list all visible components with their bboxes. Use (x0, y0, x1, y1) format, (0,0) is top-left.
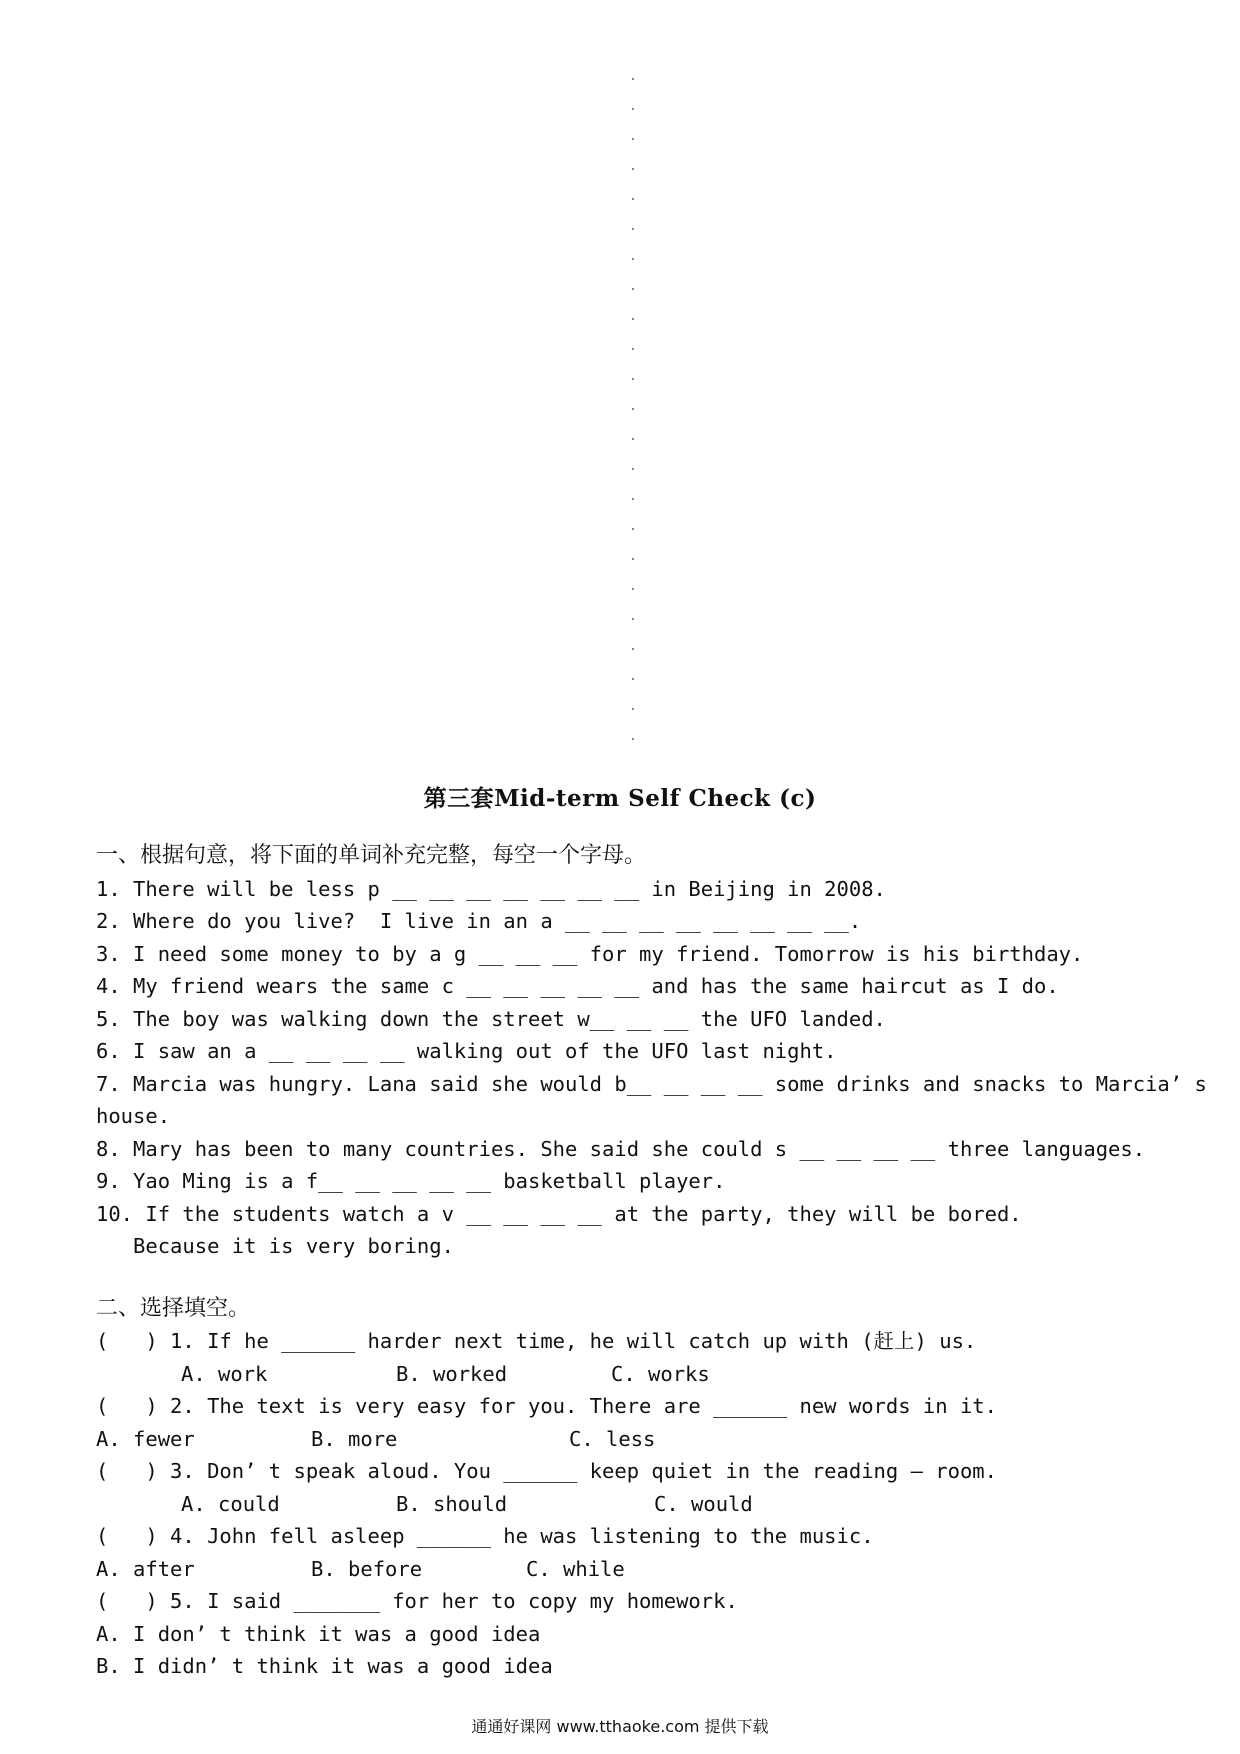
option-c: C. would (654, 1491, 753, 1516)
option-a: A. could (181, 1491, 280, 1516)
choice-question-stem: ( ) 1. If he ______ harder next time, he will catch up with (赶上) us. (96, 1329, 977, 1353)
option-b: B. should (396, 1491, 508, 1516)
option-b: B. worked (396, 1361, 508, 1386)
option-b: B. I didn’ t think it was a good idea (96, 1654, 553, 1678)
choice-question-stem: ( ) 5. I said _______ for her to copy my homework. (96, 1589, 738, 1613)
option-c: C. works (611, 1361, 710, 1386)
question-line: 8. Mary has been to many countries. She said she could s __ __ __ __ three languages. (96, 1136, 1146, 1161)
choice-options (96, 1488, 1186, 1521)
question-line: 5. The boy was walking down the street w__ __ __ the UFO landed. (96, 1006, 886, 1031)
section1-heading: 一、根据句意，将下面的单词补充完整，每空一个字母。 (96, 843, 647, 868)
option-a: A. fewer (96, 1426, 195, 1451)
option-b: B. before (311, 1556, 423, 1581)
question-line: 2. Where do you live? I live in an a __ __ __ __ __ __ __ __. (96, 909, 862, 933)
choice-question-stem: ( ) 3. Don’ t speak aloud. You ______ keep quiet in the reading – room. (96, 1459, 997, 1483)
option-b: B. more (311, 1426, 398, 1451)
question-line: 3. I need some money to by a g __ __ __ for my friend. Tomorrow is his birthday. (96, 941, 1084, 966)
choice-options (96, 1423, 1186, 1456)
option-c: C. while (526, 1556, 625, 1581)
page-title: 第三套Mid-term Self Check (c) (423, 785, 817, 812)
question-line: 10. If the students watch a v __ __ __ __ at the party, they will be bored. (96, 1201, 1022, 1226)
option-a: A. work (181, 1361, 268, 1386)
choice-options (96, 1358, 1186, 1391)
question-line: 4. My friend wears the same c __ __ __ __ __ and has the same haircut as I do. (96, 974, 1059, 998)
option-c: C. less (569, 1426, 656, 1451)
question-line: 1. There will be less p __ __ __ __ __ __ __ in Beijing in 2008. (96, 876, 886, 901)
choice-question-stem: ( ) 4. John fell asleep ______ he was listening to the music. (96, 1524, 874, 1548)
question-line: 6. I saw an a __ __ __ __ walking out of the UFO last night. (96, 1039, 837, 1063)
option-a: A. after (96, 1556, 195, 1581)
option-a: A. I don’ t think it was a good idea (96, 1621, 541, 1646)
worksheet-content (96, 840, 1207, 1683)
footer-credit: 通通好课网 www.tthaoke.com 提供下载 (471, 1717, 769, 1736)
question-line: 7. Marcia was hungry. Lana said she would b__ __ __ __ some drinks and snacks to Marcia’ s (96, 1071, 1207, 1096)
center-dotted-line (632, 78, 634, 748)
section2-heading: 二、选择填空。 (96, 1295, 251, 1321)
question-line: house. (96, 1104, 171, 1128)
choice-options (96, 1553, 1186, 1586)
choice-question-stem: ( ) 2. The text is very easy for you. There are ______ new words in it. (96, 1394, 997, 1418)
question-line: 9. Yao Ming is a f__ __ __ __ __ basketball player. (96, 1169, 726, 1193)
question-line: Because it is very boring. (96, 1234, 454, 1258)
